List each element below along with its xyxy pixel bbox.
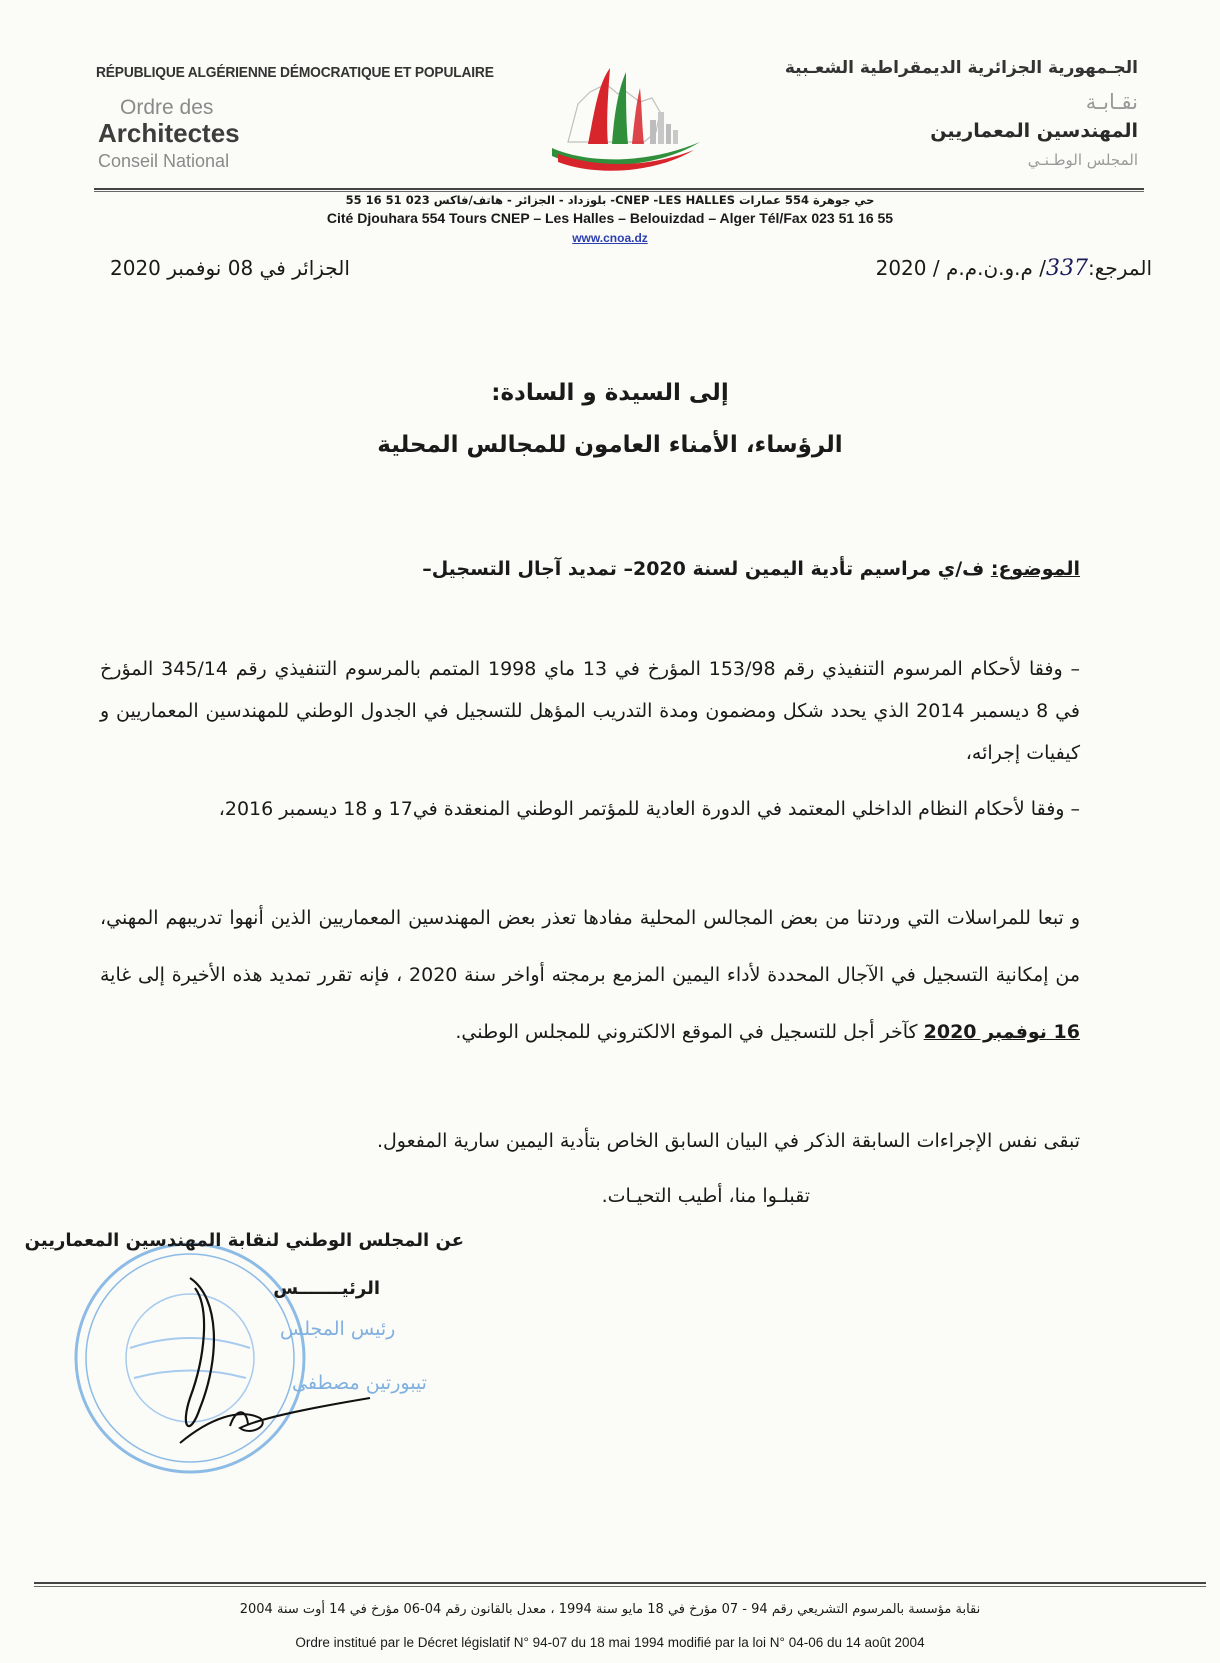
- address-ar: حي جوهرة 554 عمارات CNEP -LES HALLES- بلوزداد - الجزائر - هاتف/فاكس 023 51 16 55: [345, 193, 875, 207]
- subject-label: الموضوع:: [990, 558, 1080, 580]
- signatory-organization: عن المجلس الوطني لنقابة المهندسين المعماريين: [24, 1230, 464, 1251]
- reference-number: 337: [1046, 256, 1088, 281]
- reference-line: [876, 256, 1152, 281]
- footer-fr: Ordre institué par le Décret législatif N° 94-07 du 18 mai 1994 modifié par la loi N° 04-06 du 14 août 2004: [295, 1635, 925, 1650]
- body-paragraph-3-end: كآخر أجل للتسجيل في الموقع الالكتروني للمجلس الوطني.: [455, 1021, 924, 1043]
- majlis-text: المجلس الوطـنـي: [1027, 151, 1138, 169]
- address-fr: Cité Djouhara 554 Tours CNEP – Les Halles – Belouizdad – Alger Tél/Fax 023 51 16 55: [326, 210, 894, 226]
- signatory-title: الرئيـــــــس: [273, 1278, 380, 1299]
- recipient-titles: الرؤساء، الأمناء العامون للمجالس المحلية: [377, 432, 843, 458]
- niqaba-text: نقـابـة: [1085, 90, 1138, 114]
- conseil-national-text: Conseil National: [98, 151, 230, 171]
- letter-date: الجزائر في 08 نوفمبر 2020: [110, 256, 350, 280]
- cnoa-logo-icon: [548, 64, 704, 176]
- footer-rule: [34, 1582, 1206, 1584]
- reference-label: المرجع:: [1088, 256, 1152, 280]
- stamp-text-1: رئيس المجلس: [280, 1318, 396, 1340]
- stamp-text-2: تيبورتين مصطفى: [292, 1372, 427, 1394]
- republic-title-ar: الجـمهورية الجزائرية الديمقراطية الشعـبية: [784, 58, 1138, 78]
- body-paragraph-3: [100, 890, 1080, 1061]
- body-paragraph-1: – وفقا لأحكام المرسوم التنفيذي رقم 153/98 المؤرخ في 13 ماي 1998 المتمم بالمرسوم التنفيذي رقم 345/14 المؤرخ في 8 ديسمبر 2014 الذي يحدد شكل ومضمون ومدة التدريب المؤهل للتسجيل في الجدول الوطني للمهندسين المعماريين و كيفيات إجرائه،: [100, 658, 1080, 764]
- republic-title-fr: RÉPUBLIQUE ALGÉRIENNE DÉMOCRATIQUE ET POPULAIRE: [96, 64, 494, 81]
- deadline-date: 16 نوفمبر 2020: [923, 1021, 1080, 1043]
- architectes-text: Architectes: [98, 118, 240, 148]
- reference-suffix: / م.و.ن.م.م / 2020: [875, 256, 1046, 280]
- body-paragraph-4: تبقى نفس الإجراءات السابقة الذكر في البيان السابق الخاص بتأدية اليمين سارية المفعول.: [376, 1130, 1080, 1152]
- website-link[interactable]: www.cnoa.dz: [572, 231, 648, 245]
- subject-text: ف/ي مراسيم تأدية اليمين لسنة 2020– تمديد آجال التسجيل–: [422, 558, 991, 580]
- recipient-line: إلى السيدة و السادة:: [491, 380, 729, 406]
- header-rule: [94, 188, 1144, 190]
- muhandisin-text: المهندسين المعماريين: [930, 120, 1138, 142]
- footer-rule-thin: [34, 1586, 1206, 1587]
- closing-salutation: تقبلـوا منا، أطيب التحيـات.: [601, 1185, 810, 1207]
- footer-ar: نقابة مؤسسة بالمرسوم التشريعي رقم 94 - 07 مؤرخ في 18 مايو سنة 1994 ، معدل بالقانون رقم 04-06 مؤرخ في 14 أوت سنة 2004: [239, 1602, 981, 1617]
- header-rule-thin: [94, 191, 1144, 192]
- body-paragraph-2: – وفقا لأحكام النظام الداخلي المعتمد في الدورة العادية للمؤتمر الوطني المنعقدة في17 و 18 ديسمبر 2016،: [218, 798, 1080, 820]
- subject-line: [422, 558, 1080, 580]
- ordre-des-text: Ordre des: [120, 96, 214, 119]
- body-paragraph-3-start: و تبعا للمراسلات التي وردتنا من بعض المجالس المحلية مفادها تعذر بعض المهندسين المعماريين الذين أنهوا تدريبهم المهني، من إمكانية التسجيل في الآجال المحددة لأداء اليمين المزمع برمجته أواخر سنة 2020 ، فإنه تقرر تمديد هذه الأخيرة إلى غاية: [100, 907, 1080, 986]
